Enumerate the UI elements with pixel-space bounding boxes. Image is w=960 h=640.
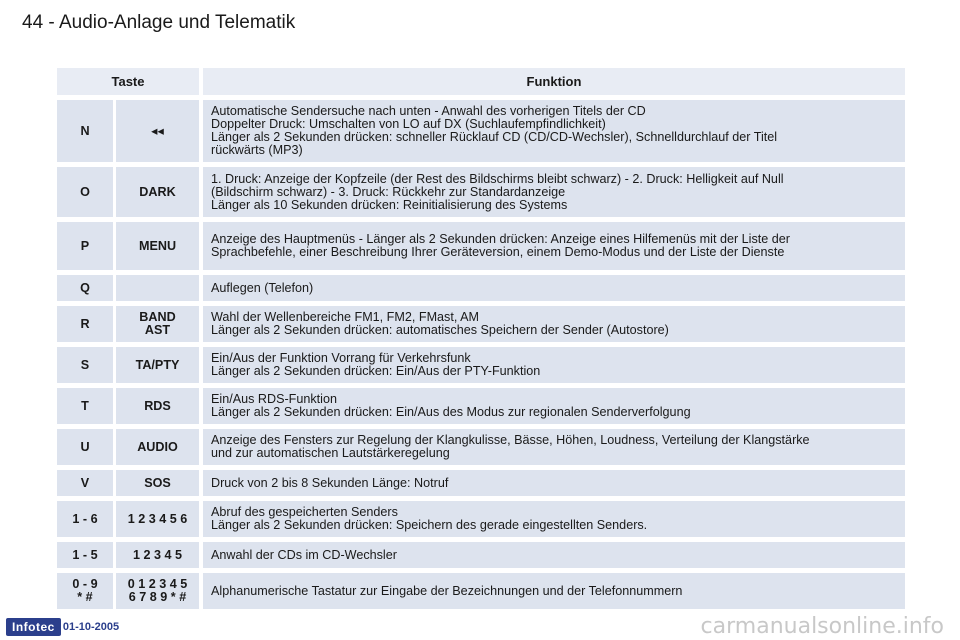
function-line: rückwärts (MP3) (211, 143, 303, 157)
function-line: Auflegen (Telefon) (211, 280, 314, 295)
row-button-name (116, 275, 199, 301)
row-button-name: DARK (116, 167, 199, 217)
row-key-label: S (57, 347, 113, 383)
function-line: (Bildschirm schwarz) - 3. Druck: Rückkehr zur Standardanzeige (211, 184, 566, 199)
function-line: Ein/Aus RDS-Funktion (211, 392, 337, 406)
row-key-label: V (57, 470, 113, 496)
function-line: Länger als 10 Sekunden drücken: Reinitialisierung des Systems (211, 197, 568, 212)
button-function-table (57, 68, 905, 614)
row-function-text (203, 275, 905, 301)
function-line: Länger als 2 Sekunden drücken: automatisches Speichern der Sender (Autostore) (211, 323, 669, 337)
row-button-name: 0 1 2 3 4 5 6 7 8 9 * # (116, 573, 199, 609)
row-button-name: TA/PTY (116, 347, 199, 383)
row-key-label: O (57, 167, 113, 217)
table-row (57, 167, 905, 217)
function-line: Länger als 2 Sekunden drücken: Speichern des gerade eingestellten Senders. (211, 518, 648, 532)
function-line: Abruf des gespeicherten Senders (211, 505, 398, 519)
function-line: Länger als 2 Sekunden drücken: schneller Rücklauf CD (CD/CD-Wechsler), Schnelldurchlauf der Titel (211, 130, 778, 144)
row-function-text (203, 573, 905, 609)
function-line: Wahl der Wellenbereiche FM1, FM2, FMast, AM (211, 310, 480, 324)
function-line: Sprachbefehle, einer Beschreibung Ihrer Geräteversion, einem Demo-Modus und der Liste der Dienste (211, 245, 785, 259)
table-row (57, 347, 905, 383)
function-line: Doppelter Druck: Umschalten von LO auf DX (Suchlaufempfindlichkeit) (211, 117, 606, 131)
function-line: Druck von 2 bis 8 Sekunden Länge: Notruf (211, 475, 449, 490)
row-key-label: R (57, 306, 113, 342)
row-key-label: Q (57, 275, 113, 301)
row-function-text (203, 388, 905, 424)
column-header-funktion: Funktion (203, 68, 905, 95)
row-function-text (203, 501, 905, 537)
row-key-label: P (57, 222, 113, 270)
row-function-text (203, 542, 905, 568)
table-row (57, 573, 905, 609)
table-row (57, 100, 905, 162)
row-function-text (203, 306, 905, 342)
function-line: und zur automatischen Lautstärkeregelung (211, 446, 450, 460)
row-key-label: 0 - 9 * # (57, 573, 113, 609)
table-row (57, 542, 905, 568)
row-key-label: T (57, 388, 113, 424)
row-function-text (203, 347, 905, 383)
row-button-name: 1 2 3 4 5 6 (116, 501, 199, 537)
column-header-taste: Taste (57, 68, 199, 95)
row-function-text (203, 100, 905, 162)
row-function-text (203, 470, 905, 496)
row-function-text (203, 429, 905, 465)
function-line: 1. Druck: Anzeige der Kopfzeile (der Rest des Bildschirms bleibt schwarz) - 2. Druck: Helligkeit auf Null (211, 171, 784, 186)
function-line: Anzeige des Hauptmenüs - Länger als 2 Sekunden drücken: Anzeige eines Hilfemenüs mit der Liste der (211, 232, 790, 246)
row-button-name: RDS (116, 388, 199, 424)
footer (6, 618, 119, 636)
row-function-text (203, 222, 905, 270)
function-line: Anwahl der CDs im CD-Wechsler (211, 547, 397, 562)
row-key-label: 1 - 5 (57, 542, 113, 568)
function-line: Länger als 2 Sekunden drücken: Ein/Aus des Modus zur regionalen Senderverfolgung (211, 405, 691, 419)
page-title: 44 - Audio-Anlage und Telematik (22, 12, 296, 33)
table-row (57, 388, 905, 424)
row-key-label: N (57, 100, 113, 162)
table-body (57, 100, 905, 609)
row-button-name: MENU (116, 222, 199, 270)
row-button-name: ◂◂ (116, 100, 199, 162)
footer-date: 01-10-2005 (62, 621, 120, 633)
table-row (57, 275, 905, 301)
table-row (57, 222, 905, 270)
table-row (57, 470, 905, 496)
row-key-label: U (57, 429, 113, 465)
row-button-name: AUDIO (116, 429, 199, 465)
table-row (57, 429, 905, 465)
row-function-text (203, 167, 905, 217)
row-button-name: SOS (116, 470, 199, 496)
function-line: Ein/Aus der Funktion Vorrang für Verkehrsfunk (211, 351, 471, 365)
function-line: Länger als 2 Sekunden drücken: Ein/Aus der PTY-Funktion (211, 364, 541, 378)
row-button-name: 1 2 3 4 5 (116, 542, 199, 568)
watermark: carmanualsonline.info (700, 614, 944, 639)
table-header-row (57, 68, 905, 95)
table-row (57, 306, 905, 342)
function-line: Automatische Sendersuche nach unten - Anwahl des vorherigen Titels der CD (211, 104, 646, 118)
function-line: Anzeige des Fensters zur Regelung der Klangkulisse, Bässe, Höhen, Loudness, Verteilung der Klangstärke (211, 433, 810, 447)
infotec-logo: Infotec (6, 618, 61, 636)
row-button-name: BAND AST (116, 306, 199, 342)
function-line: Alphanumerische Tastatur zur Eingabe der Bezeichnungen und der Telefonnummern (211, 583, 683, 598)
row-key-label: 1 - 6 (57, 501, 113, 537)
table-row (57, 501, 905, 537)
